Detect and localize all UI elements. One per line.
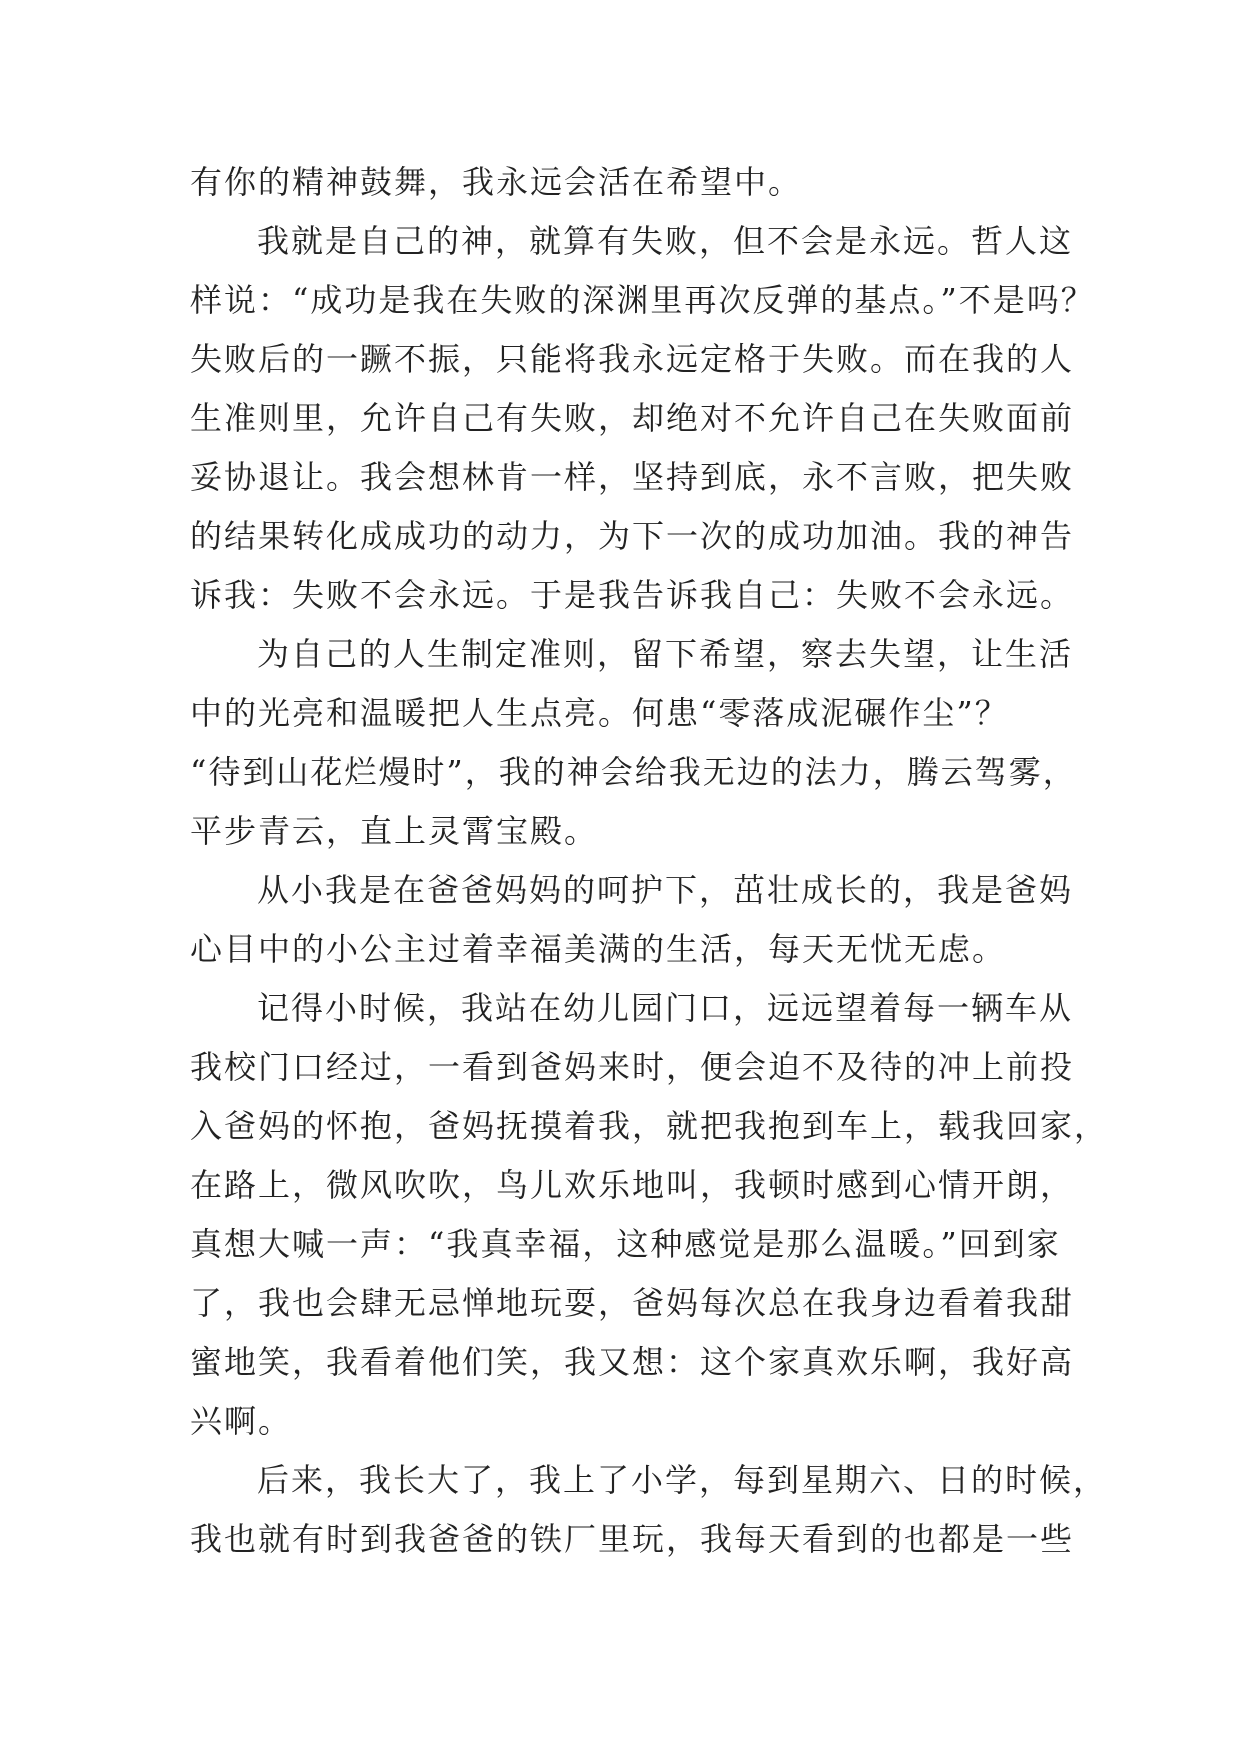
text-line: 样说：“成功是我在失败的深渊里再次反弹的基点。”不是吗？ <box>190 281 1095 319</box>
text-line: 生准则里，允许自己有失败，却绝对不允许自己在失败面前 <box>190 399 1075 437</box>
body-text <box>190 153 1109 1569</box>
text-line: 兴啊。 <box>190 1402 293 1440</box>
text-line: 我也就有时到我爸爸的铁厂里玩，我每天看到的也都是一些 <box>190 1520 1075 1558</box>
paragraph-start-line: 从小我是在爸爸妈妈的呵护下，茁壮成长的，我是爸妈 <box>257 871 1074 909</box>
text-line: 真想大喊一声：“我真幸福，这种感觉是那么温暖。”回到家 <box>190 1225 1061 1263</box>
text-line: 了，我也会肆无忌惮地玩耍，爸妈每次总在我身边看着我甜 <box>190 1284 1075 1322</box>
text-line: 有你的精神鼓舞，我永远会活在希望中。 <box>190 163 803 201</box>
text-line: “待到山花烂熳时”，我的神会给我无边的法力，腾云驾雾， <box>190 753 1077 791</box>
text-line: 蜜地笑，我看着他们笑，我又想：这个家真欢乐啊，我好高 <box>190 1343 1075 1381</box>
paragraph-start-line: 我就是自己的神，就算有失败，但不会是永远。哲人这 <box>257 222 1074 260</box>
paragraph-start-line: 为自己的人生制定准则，留下希望，察去失望，让生活 <box>257 635 1074 673</box>
text-line: 诉我：失败不会永远。于是我告诉我自己：失败不会永远。 <box>190 576 1075 614</box>
paragraph-start-line: 后来，我长大了，我上了小学，每到星期六、日的时候， <box>257 1461 1108 1499</box>
text-line: 中的光亮和温暖把人生点亮。何患“零落成泥碾作尘”？ <box>190 694 1009 732</box>
text-line: 平步青云，直上灵霄宝殿。 <box>190 812 599 850</box>
text-line: 失败后的一蹶不振，只能将我永远定格于失败。而在我的人 <box>190 340 1075 378</box>
text-line: 我校门口经过，一看到爸妈来时，便会迫不及待的冲上前投 <box>190 1048 1075 1086</box>
text-line: 入爸妈的怀抱，爸妈抚摸着我，就把我抱到车上，载我回家， <box>190 1107 1109 1145</box>
text-line: 妥协退让。我会想林肯一样，坚持到底，永不言败，把失败 <box>190 458 1075 496</box>
text-line: 在路上，微风吹吹，鸟儿欢乐地叫，我顿时感到心情开朗， <box>190 1166 1075 1204</box>
paragraph-start-line: 记得小时候，我站在幼儿园门口，远远望着每一辆车从 <box>257 989 1074 1027</box>
text-line: 的结果转化成成功的动力，为下一次的成功加油。我的神告 <box>190 517 1075 555</box>
text-line: 心目中的小公主过着幸福美满的生活，每天无忧无虑。 <box>190 930 1007 968</box>
